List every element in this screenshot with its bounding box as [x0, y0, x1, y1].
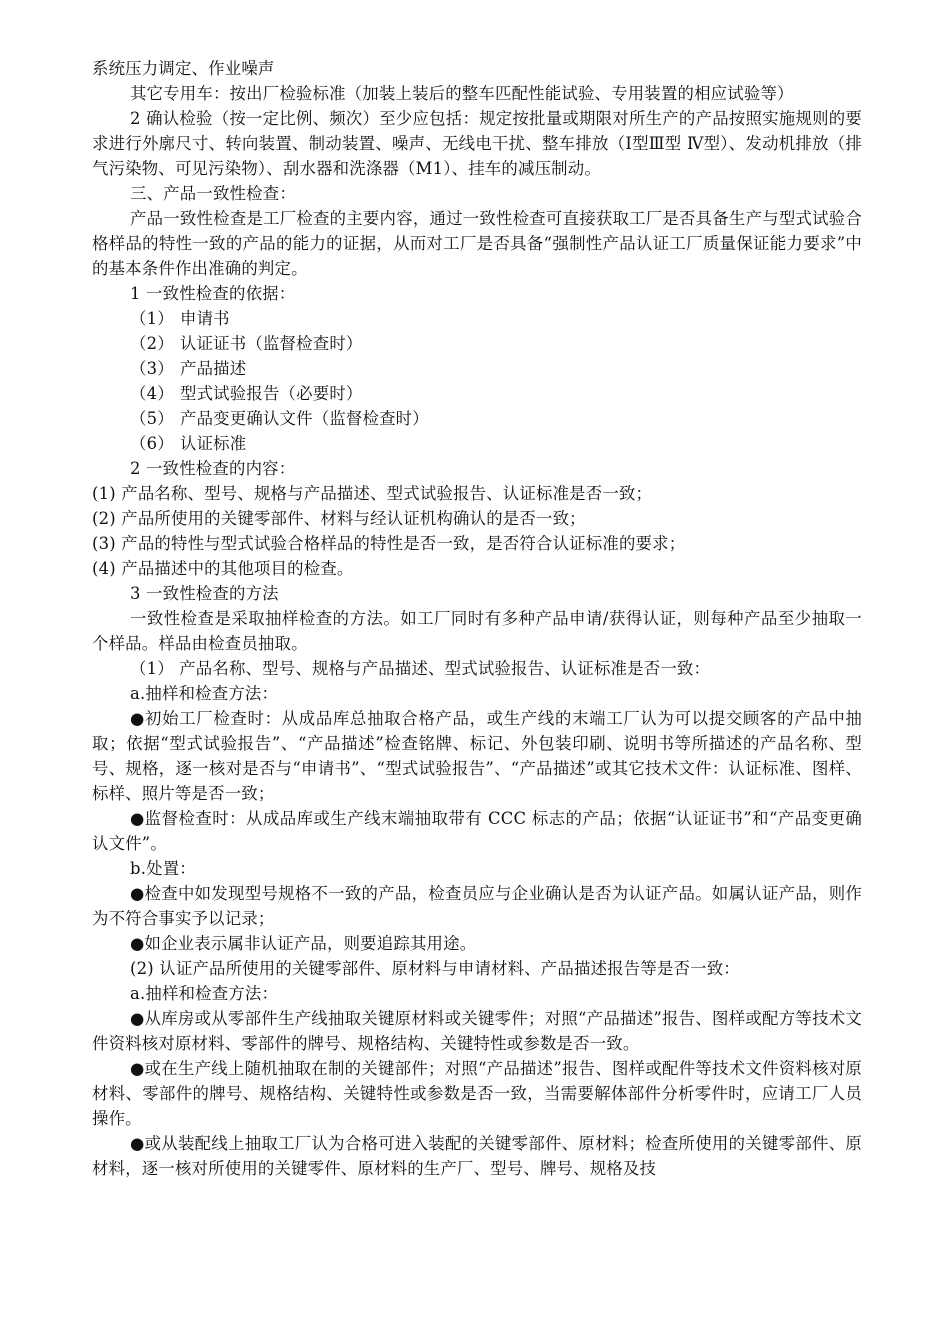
list-item [92, 406, 862, 431]
subheading-consistency-basis: 1 一致性检查的依据： [130, 284, 296, 303]
list-item-text: 产品描述 [180, 359, 247, 378]
bullet-disposal-mismatch: ●检查中如发现型号规格不一致的产品，检查员应与企业确认是否为认证产品。如属认证产品，则作为不符合事实予以记录； [92, 884, 862, 928]
paragraph-other-special-vehicles: 其它专用车：按出厂检验标准（加装上装后的整车匹配性能试验、专用装置的相应试验等） [130, 84, 794, 103]
list-item-number: （2） [130, 334, 174, 353]
paragraph-confirmation-inspection: 2 确认检验（按一定比例、频次）至少应包括：规定按批量或期限对所生产的产品按照实施规则的要求进行外廓尺寸、转向装置、制动装置、噪声、无线电干扰、整车排放（Ⅰ型Ⅲ型 Ⅳ型）、发动机排放（排气污染物、可见污染物）、刮水器和洗涤器（M1）、挂车的减压制动。 [92, 109, 862, 178]
paragraph-consistency-intro: 产品一致性检查是工厂检查的主要内容，通过一致性检查可直接获取工厂是否具备生产与型式试验合格样品的特性一致的产品的能力的证据，从而对工厂是否具备“强制性产品认证工厂质量保证能力要求”中的基本条件作出准确的判定。 [92, 209, 862, 278]
basis-list [92, 306, 862, 456]
bullet-production-line-sampling: ●或在生产线上随机抽取在制的关键部件；对照“产品描述”报告、图样或配件等技术文件资料核对原材料、零部件的牌号、规格结构、关键特性或参数是否一致，当需要解体部件分析零件时，应请工厂人员操作。 [92, 1059, 862, 1128]
content-item-3: (3) 产品的特性与型式试验合格样品的特性是否一致，是否符合认证标准的要求； [92, 534, 686, 553]
list-item [92, 356, 862, 381]
bullet-supervision-inspection: ●监督检查时：从成品库或生产线末端抽取带有 CCC 标志的产品；依据“认证证书”和“产品变更确认文件”。 [92, 809, 862, 853]
method-item-2-heading: (2) 认证产品所使用的关键零部件、原材料与申请材料、产品描述报告等是否一致： [130, 959, 740, 978]
list-item-text: 认证标准 [180, 434, 247, 453]
content-item-4: (4) 产品描述中的其他项目的检查。 [92, 559, 354, 578]
subheading-disposal-b: b.处置： [130, 859, 196, 878]
list-item-number: （4） [130, 384, 174, 403]
subheading-sampling-a: a.抽样和检查方法： [130, 684, 279, 703]
method-item-1-heading: （1） 产品名称、型号、规格与产品描述、型式试验报告、认证标准是否一致： [130, 659, 711, 678]
section-heading-product-consistency: 三、产品一致性检查： [130, 184, 296, 203]
list-item-text: 产品变更确认文件（监督检查时） [180, 409, 429, 428]
list-item-number: （1） [130, 309, 174, 328]
list-item-number: （3） [130, 359, 174, 378]
list-item [92, 306, 862, 331]
list-item [92, 381, 862, 406]
list-item-text: 申请书 [180, 309, 230, 328]
list-item-number: （6） [130, 434, 174, 453]
document-page [92, 56, 862, 1181]
paragraph-system-pressure: 系统压力调定、作业噪声 [92, 59, 275, 78]
subheading-consistency-content: 2 一致性检查的内容： [130, 459, 296, 478]
subheading-sampling-a-2: a.抽样和检查方法： [130, 984, 279, 1003]
subheading-consistency-method: 3 一致性检查的方法 [130, 584, 279, 603]
content-item-2: (2) 产品所使用的关键零部件、材料与经认证机构确认的是否一致； [92, 509, 586, 528]
bullet-assembly-line-sampling: ●或从装配线上抽取工厂认为合格可进入装配的关键零部件、原材料；检查所使用的关键零部件、原材料，逐一核对所使用的关键零件、原材料的生产厂、型号、牌号、规格及技 [92, 1134, 862, 1178]
list-item-text: 认证证书（监督检查时） [180, 334, 363, 353]
bullet-warehouse-sampling: ●从库房或从零部件生产线抽取关键原材料或关键零件；对照“产品描述”报告、图样或配方等技术文件资料核对原材料、零部件的牌号、规格结构、关键特性或参数是否一致。 [92, 1009, 862, 1053]
bullet-initial-inspection: ●初始工厂检查时：从成品库总抽取合格产品，或生产线的末端工厂认为可以提交顾客的产品中抽取；依据“型式试验报告”、“产品描述”检查铭牌、标记、外包装印刷、说明书等所描述的产品名称、型号、规格，逐一核对是否与“申请书”、“型式试验报告”、“产品描述”或其它技术文件：认证标准、图样、标样、照片等是否一致； [92, 709, 862, 803]
list-item [92, 331, 862, 356]
list-item-text: 型式试验报告（必要时） [180, 384, 363, 403]
list-item [92, 431, 862, 456]
list-item-number: （5） [130, 409, 174, 428]
paragraph-sampling-method: 一致性检查是采取抽样检查的方法。如工厂同时有多种产品申请/获得认证，则每种产品至少抽取一个样品。样品由检查员抽取。 [92, 609, 862, 653]
bullet-disposal-non-certified: ●如企业表示属非认证产品，则要追踪其用途。 [130, 934, 477, 953]
content-item-1: (1) 产品名称、型号、规格与产品描述、型式试验报告、认证标准是否一致； [92, 484, 653, 503]
